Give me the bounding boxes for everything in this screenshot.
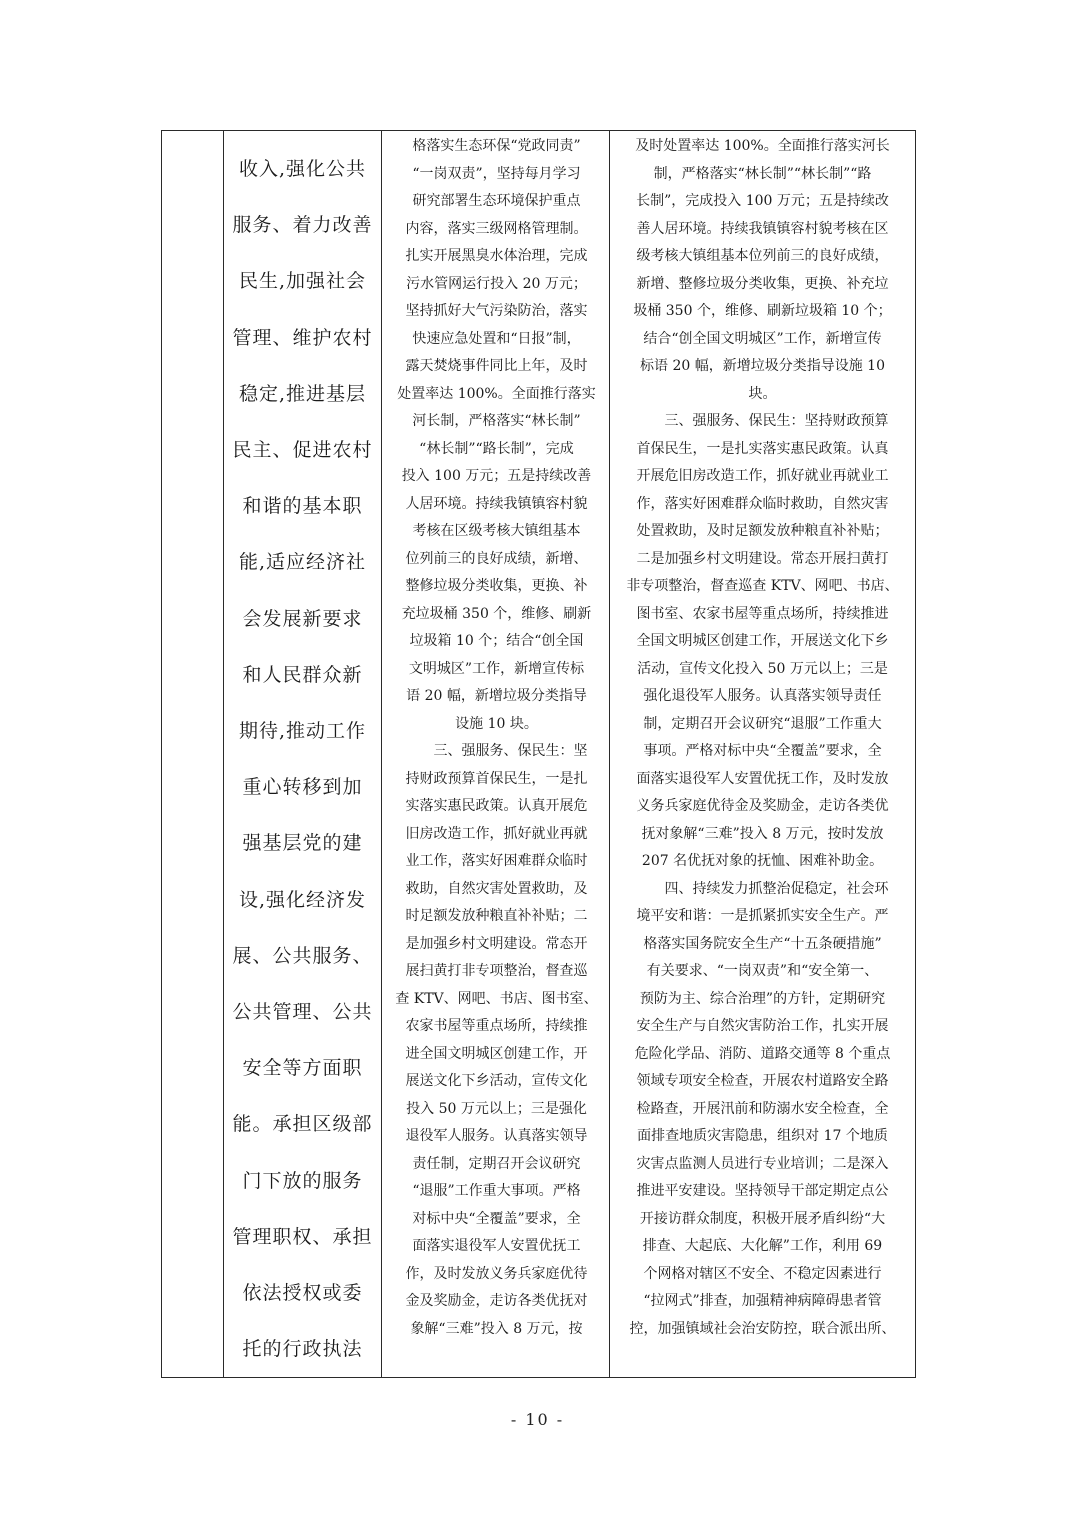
work-content-text [382, 131, 609, 1343]
duty-description-text [224, 131, 381, 1377]
text-line: 管理、维护农村 [232, 326, 373, 349]
text-line: 设,强化经济发 [238, 888, 367, 911]
text-line: 块。 [748, 385, 777, 402]
text-line: 坚持抓好大气污染防治，落实 [405, 303, 588, 319]
text-line: 会发展新要求 [242, 607, 363, 630]
text-line: 处置率达 100%。全面推行落实 [397, 385, 596, 402]
text-line: 旧房改造工作，抓好就业再就 [405, 825, 588, 842]
text-line: 安全生产与自然灾害防治工作，扎实开展 [636, 1018, 889, 1034]
text-line: 责任制，定期召开会议研究 [412, 1155, 581, 1172]
text-line: 是加强乡村文明建设。常态开 [405, 935, 588, 952]
text-line: 开接访群众制度，积极开展矛盾纠纷“大 [639, 1210, 886, 1227]
text-line: 展扫黄打非专项整治，督查巡 [405, 963, 588, 979]
text-line: 有关要求、“一岗双责”和“安全第一、 [646, 963, 879, 979]
text-line: “退服”工作重大事项。严格 [412, 1183, 581, 1199]
text-line: 对标中央“全覆盖”要求，全 [412, 1210, 581, 1227]
text-line: 面排查地质灾害隐患，组织对 17 个地质 [637, 1128, 888, 1144]
text-line: 新增、整修垃圾分类收集，更换、补充垃 [636, 275, 889, 292]
text-line: 强化退役军人服务。认真落实领导责任 [643, 688, 882, 704]
text-line: 安全等方面职 [242, 1057, 363, 1080]
text-line: 民主、促进农村 [232, 439, 373, 462]
text-line: 预防为主、综合治理”的方针，定期研究 [639, 990, 886, 1007]
text-line: 处置救助，及时足额发放种粮直补补贴； [636, 523, 889, 539]
text-line: 退役军人服务。认真落实领导 [405, 1128, 588, 1144]
text-line: 考核在区级考核大镇组基本 [412, 523, 581, 539]
text-line: 标语 20 幅，新增垃圾分类指导设施 10 [640, 358, 885, 374]
text-line: 露天焚烧事件同比上年，及时 [405, 358, 588, 374]
text-line: 业工作，落实好困难群众临时 [405, 853, 588, 869]
text-line: 事项。严格对标中央“全覆盖”要求，全 [643, 743, 882, 759]
duty-description-cell [224, 131, 382, 1378]
text-line: 全国文明城区创建工作，开展送文化下乡 [636, 633, 889, 649]
text-line: 人居环境。持续我镇镇容村貌 [405, 495, 588, 512]
table-row [162, 131, 916, 1378]
text-line: 投入 100 万元；五是持续改善 [401, 468, 592, 484]
text-line: 三、强服务、保民生：坚 [405, 743, 588, 759]
text-line: 作，落实好困难群众临时救助，自然灾害 [636, 495, 889, 512]
text-line: 图书室、农家书屋等重点场所，持续推进 [636, 605, 889, 622]
text-line: 进全国文明城区创建工作，开 [405, 1045, 588, 1062]
text-line: 圾桶 350 个，维修、刷新垃圾箱 10 个； [633, 303, 892, 319]
text-line: 领域专项安全检查，开展农村道路安全路 [636, 1073, 889, 1089]
work-result-text [610, 131, 915, 1343]
text-line: 门下放的服务 [242, 1169, 363, 1192]
text-line: 危险化学品、消防、道路交通等 8 个重点 [634, 1045, 891, 1062]
text-line: 管理职权、承担 [232, 1225, 373, 1248]
text-line: 三、强服务、保民生：坚持财政预算 [636, 413, 889, 429]
text-line: 制，定期召开会议研究“退服”工作重大 [643, 715, 882, 732]
text-line: 灾害点监测人员进行专业培训；二是深入 [636, 1155, 889, 1172]
text-line: 河长制，严格落实“林长制” [412, 413, 581, 429]
work-content-cell [382, 131, 610, 1378]
text-line: 农家书屋等重点场所，持续推 [405, 1018, 588, 1034]
text-line: 服务、着力改善 [232, 214, 373, 237]
text-line: 研究部署生态环境保护重点 [412, 193, 581, 209]
text-line: 语 20 幅，新增垃圾分类指导 [406, 688, 587, 704]
text-line: 面落实退役军人安置优抚工作，及时发放 [636, 770, 889, 787]
page-number: - 10 - [510, 1410, 565, 1429]
text-line: 四、持续发力抓整治促稳定，社会环 [636, 880, 889, 897]
text-line: 结合“创全国文明城区”工作，新增宣传 [643, 330, 882, 347]
text-line: 实落实惠民政策。认真开展危 [405, 798, 588, 814]
text-line: 垃圾箱 10 个；结合“创全国 [409, 633, 584, 649]
text-line: 托的行政执法 [242, 1338, 363, 1361]
text-line: 面落实退役军人安置优抚工 [412, 1238, 581, 1254]
text-line: 展送文化下乡活动，宣传文化 [405, 1073, 588, 1089]
text-line: 207 名优抚对象的抚恤、困难补助金。 [641, 853, 884, 869]
text-line: 快速应急处置和“日报”制， [412, 330, 581, 347]
text-line: 境平安和谐：一是抓紧抓实安全生产。严 [636, 908, 889, 924]
text-line: 设施 10 块。 [455, 715, 538, 732]
text-line: 格落实生态环保“党政同责” [412, 138, 581, 154]
text-line: 依法授权或委 [242, 1282, 363, 1305]
text-line: 抚对象解“三难”投入 8 万元，按时发放 [641, 825, 884, 842]
text-line: “林长制”“路长制”，完成 [419, 440, 574, 457]
text-line: 时足额发放种粮直补补贴；二 [405, 908, 588, 924]
text-line: 活动，宣传文化投入 50 万元以上；三是 [637, 660, 888, 677]
text-line: 重心转移到加 [242, 776, 363, 799]
text-line: 持财政预算首保民生，一是扎 [405, 770, 588, 787]
text-line: 收入,强化公共 [238, 158, 367, 180]
text-line: “一岗双责”，坚持每月学习 [412, 165, 581, 182]
text-line: 金及奖励金，走访各类优抚对 [405, 1293, 588, 1309]
text-line: 善人居环境。持续我镇镇容村貌考核在区 [636, 220, 889, 237]
text-line: 排查、大起底、大化解”工作，利用 69 [642, 1238, 883, 1254]
text-line: 和人民群众新 [242, 663, 363, 686]
text-line: 展、公共服务、 [232, 944, 373, 967]
text-line: 义务兵家庭优待金及奖励金，走访各类优 [636, 798, 889, 814]
text-line: 强基层党的建 [242, 832, 363, 855]
text-line: 查 KTV、网吧、书店、图书室、 [395, 990, 598, 1007]
text-line: 作，及时发放义务兵家庭优待 [405, 1265, 588, 1282]
text-line: 长制”，完成投入 100 万元；五是持续改 [636, 193, 889, 209]
work-result-cell [610, 131, 916, 1378]
text-line: 推进平安建设。坚持领导干部定期定点公 [636, 1183, 889, 1199]
text-line: 制，严格落实“林长制”“林长制”“路 [653, 165, 872, 182]
empty-first-column-cell [162, 131, 224, 1378]
text-line: 格落实国务院安全生产“十五条硬措施” [643, 935, 882, 952]
text-line: 充垃圾桶 350 个，维修、刷新 [401, 605, 592, 622]
text-line: 控，加强镇域社会治安防控，联合派出所、 [629, 1320, 896, 1337]
text-line: 能,适应经济社 [238, 551, 367, 574]
text-line: 救助，自然灾害处置救助，及 [405, 880, 588, 897]
text-line: 和谐的基本职 [242, 495, 363, 518]
text-line: 污水管网运行投入 20 万元； [406, 275, 587, 292]
text-line: “拉网式”排查，加强精神病障碍患者管 [643, 1293, 882, 1309]
text-line: 检路查，开展汛前和防溺水安全检查，全 [636, 1100, 889, 1117]
text-line: 象解“三难”投入 8 万元，按 [410, 1320, 583, 1337]
text-line: 公共管理、公共 [232, 1001, 373, 1024]
text-line: 位列前三的良好成绩，新增、 [405, 550, 588, 567]
text-line: 稳定,推进基层 [238, 382, 367, 405]
text-line: 个网格对辖区不安全、不稳定因素进行 [643, 1265, 882, 1282]
text-line: 文明城区”工作，新增宣传标 [408, 660, 585, 677]
text-line: 期待,推动工作 [238, 720, 367, 743]
text-line: 整修垃圾分类收集，更换、补 [405, 578, 588, 594]
text-line: 民生,加强社会 [238, 270, 367, 293]
text-line: 投入 50 万元以上；三是强化 [406, 1100, 587, 1117]
text-line: 级考核大镇组基本位列前三的良好成绩， [636, 248, 889, 264]
text-line: 扎实开展黑臭水体治理，完成 [405, 248, 588, 264]
text-line: 内容，落实三级网格管理制。 [405, 220, 588, 237]
text-line: 开展危旧房改造工作，抓好就业再就业工 [636, 468, 889, 484]
text-line: 首保民生，一是扎实落实惠民政策。认真 [636, 440, 889, 457]
text-line: 能。承担区级部 [232, 1113, 373, 1136]
document-table [161, 130, 916, 1378]
text-line: 二是加强乡村文明建设。常态开展扫黄打 [636, 550, 889, 567]
text-line: 及时处置率达 100%。全面推行落实河长 [635, 138, 890, 154]
text-line: 非专项整治，督查巡查 KTV、网吧、书店、 [626, 578, 899, 594]
